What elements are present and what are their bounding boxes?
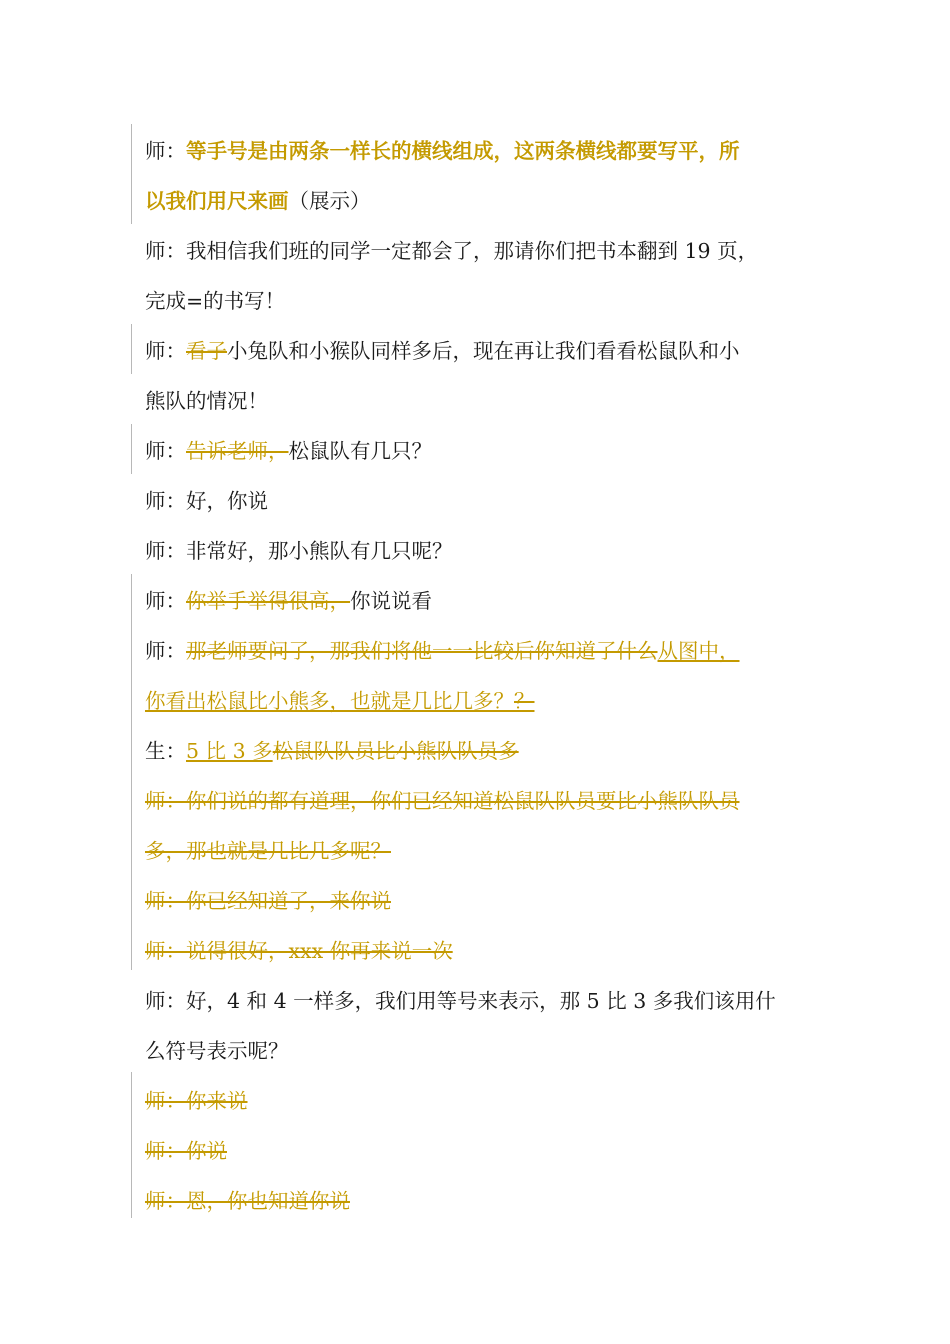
transcript-line bbox=[145, 576, 810, 626]
tracked-change-text: 师：你来说 bbox=[145, 1089, 248, 1113]
line-text: 么符号表示呢？ bbox=[145, 1039, 289, 1063]
line-text: 师：非常好，那小熊队有几只呢？ bbox=[145, 539, 453, 563]
change-bar bbox=[131, 424, 132, 474]
transcript-line bbox=[145, 226, 810, 276]
tracked-change-text: 那老师要问了，那我们将他一一比较后你知道了什么 bbox=[186, 639, 658, 663]
tracked-change-text: 看子 bbox=[186, 339, 227, 363]
tracked-change-text: 师：你们说的都有道理，你们已经知道松鼠队队员要比小熊队队员 bbox=[145, 789, 740, 813]
line-text: 师： bbox=[145, 639, 186, 663]
change-bar bbox=[131, 124, 132, 224]
tracked-change-text: 等手号是由两条一样长的横线组成，这两条横线都要写平，所 bbox=[186, 139, 740, 163]
transcript-line bbox=[145, 1076, 810, 1126]
tracked-change-text: 师：你说 bbox=[145, 1139, 227, 1163]
transcript-line bbox=[145, 476, 810, 526]
tracked-change-text: 5 比 3 多 bbox=[186, 739, 273, 763]
line-text: 师： bbox=[145, 439, 186, 463]
transcript-line bbox=[145, 376, 810, 426]
tracked-change-text: 松鼠队队员比小熊队队员多 bbox=[272, 739, 519, 763]
line-text: 师：好，你说 bbox=[145, 489, 268, 513]
change-bar bbox=[131, 324, 132, 374]
tracked-change-text: 师：恩，你也知道你说 bbox=[145, 1189, 350, 1213]
tracked-change-text: 以我们用尺来画 bbox=[145, 189, 289, 213]
tracked-change-text: 从图中， bbox=[657, 639, 740, 663]
line-text: 师： bbox=[145, 139, 186, 163]
transcript-line bbox=[145, 826, 810, 876]
transcript-line bbox=[145, 176, 810, 226]
transcript-line bbox=[145, 726, 810, 776]
line-text: 师：好，4 和 4 一样多，我们用等号来表示，那 5 比 3 多我们该用什 bbox=[145, 989, 776, 1013]
tracked-change-text: 多，那也就是几比几多呢？ bbox=[145, 839, 391, 863]
transcript-line bbox=[145, 926, 810, 976]
change-bar bbox=[131, 574, 132, 970]
line-text: 师： bbox=[145, 339, 186, 363]
transcript-line bbox=[145, 1176, 810, 1226]
line-text: （展示） bbox=[288, 189, 371, 213]
line-text: 熊队的情况！ bbox=[145, 389, 268, 413]
tracked-change-text: 师：说得很好，xxx 你再来说一次 bbox=[145, 939, 453, 963]
transcript-line bbox=[145, 526, 810, 576]
line-text: 你说说看 bbox=[350, 589, 432, 613]
line-text: 松鼠队有几只？ bbox=[288, 439, 432, 463]
tracked-change-text: ？ bbox=[514, 689, 535, 713]
transcript-line bbox=[145, 126, 810, 176]
transcript-line bbox=[145, 1026, 810, 1076]
transcript-line bbox=[145, 426, 810, 476]
transcript-line bbox=[145, 276, 810, 326]
tracked-change-text: 你举手举得很高， bbox=[186, 589, 350, 613]
line-text: 完成=的书写！ bbox=[145, 289, 286, 313]
transcript-body bbox=[145, 126, 810, 1226]
transcript-line bbox=[145, 976, 810, 1026]
transcript-line bbox=[145, 326, 810, 376]
transcript-line bbox=[145, 626, 810, 676]
transcript-line bbox=[145, 1126, 810, 1176]
tracked-change-text: 告诉老师， bbox=[186, 439, 289, 463]
change-bar bbox=[131, 1072, 132, 1218]
line-text: 小兔队和小猴队同样多后，现在再让我们看看松鼠队和小 bbox=[227, 339, 740, 363]
tracked-change-text: 你看出松鼠比小熊多，也就是几比几多？ bbox=[145, 689, 514, 713]
tracked-change-text: 师：你已经知道了，来你说 bbox=[145, 889, 391, 913]
line-text: 师： bbox=[145, 589, 186, 613]
transcript-line bbox=[145, 676, 810, 726]
line-text: 师：我相信我们班的同学一定都会了，那请你们把书本翻到 19 页， bbox=[145, 239, 759, 263]
transcript-line bbox=[145, 876, 810, 926]
line-text: 生： bbox=[145, 739, 186, 763]
transcript-line bbox=[145, 776, 810, 826]
